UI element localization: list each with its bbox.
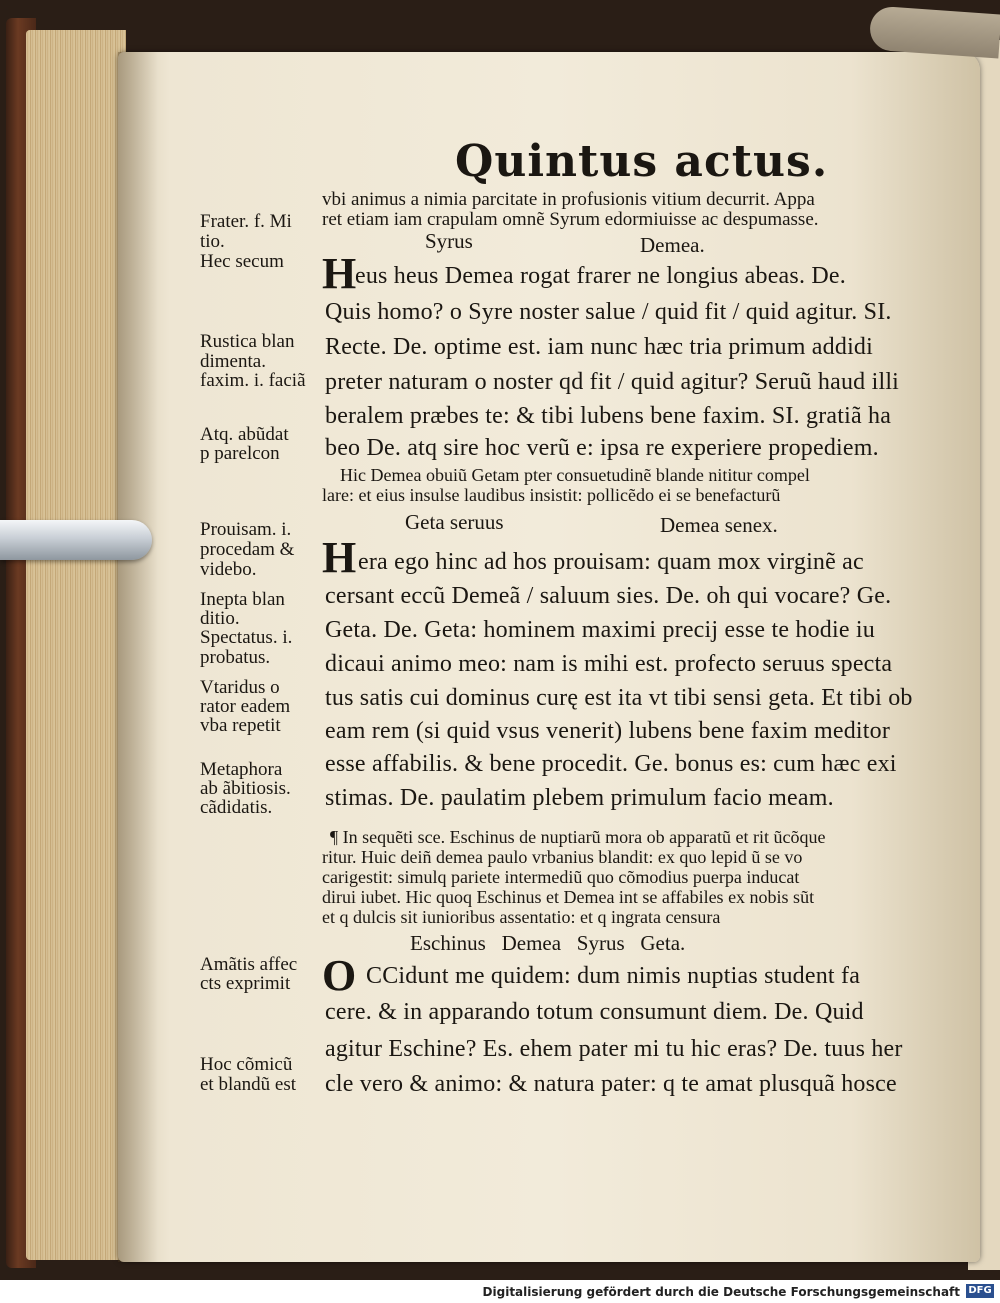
scene2-line-3: Geta. De. Geta: hominem maximi precij esse te hodie iu xyxy=(325,617,875,643)
scene2-line-8: stimas. De. paulatim plebem primulum facio meam. xyxy=(325,785,834,811)
argument2-line-5: et q dulcis sit iunioribus assentatio: et q ingrata censura xyxy=(322,907,721,927)
margin-note: Metaphora xyxy=(200,759,283,780)
scene3-line-3: agitur Eschine? Es. ehem pater mi tu hic eras? De. tuus her xyxy=(325,1036,903,1062)
scene3-line-1: CCidunt me quidem: dum nimis nuptias student fa xyxy=(366,963,861,989)
scene3-line-4: cle vero & animo: & natura pater: q te amat plusquã hosce xyxy=(325,1071,897,1097)
margin-note: cãdidatis. xyxy=(200,797,273,818)
margin-note: p parelcon xyxy=(200,443,280,464)
scene2-line-2: cersant eccũ Demeã / saluum sies. De. oh qui vocare? Ge. xyxy=(325,583,892,609)
argument1-line-1: Hic Demea obuiũ Getam pter consuetudinẽ blande nititur compel xyxy=(340,465,810,485)
argument2-line-3: carigestit: simulq pariete intermediũ quo cõmodius puerpa inducat xyxy=(322,867,800,887)
initial-capital-o: O xyxy=(322,951,357,1000)
scene1-line-6: beo De. atq sire hoc verũ e: ipsa re experiere propediem. xyxy=(325,435,879,461)
argument2-line-2: ritur. Huic deiñ demea paulo vrbanius blandit: ex quo lepid ũ se vo xyxy=(322,847,803,867)
scene2-line-4: dicaui animo meo: nam is mihi est. profecto seruus specta xyxy=(325,651,893,677)
margin-note: Amãtis affec xyxy=(200,954,298,975)
scene1-line-4: preter naturam o noster qd fit / quid agitur? Seruũ haud illi xyxy=(325,369,900,395)
argument2-line-4: dirui iubet. Hic quoq Eschinus et Demea int se affabiles ex nobis sũt xyxy=(322,887,815,907)
act-heading: Quintus actus. xyxy=(455,136,829,187)
argument1-line-2: lare: et eius insulse laudibus insistit: pollicẽdo ei se benefacturũ xyxy=(322,485,781,505)
initial-capital-h: H xyxy=(322,249,357,298)
scene2-line-1: era ego hinc ad hos prouisam: quam mox virginẽ ac xyxy=(358,549,864,575)
speakers-scene3: Eschinus Demea Syrus Geta. xyxy=(410,931,686,955)
scene1-line-3: Recte. De. optime est. iam nunc hæc tria primum addidi xyxy=(325,334,873,360)
gutter-shadow xyxy=(118,52,158,1262)
margin-note: procedam & xyxy=(200,539,295,560)
margin-note: dimenta. xyxy=(200,351,266,372)
margin-note: Vtaridus o xyxy=(200,677,280,698)
argument2-line-1: ¶ In sequẽti sce. Eschinus de nuptiarũ mora ob apparatũ et rit ũcõque xyxy=(330,827,826,847)
margin-note: ditio. xyxy=(200,608,240,629)
margin-note: rator eadem xyxy=(200,696,291,717)
initial-capital-h2: H xyxy=(322,533,357,582)
margin-note: tio. xyxy=(200,231,225,252)
margin-note: Frater. f. Mi xyxy=(200,211,292,232)
margin-note: Inepta blan xyxy=(200,589,285,610)
margin-note: ab ãbitiosis. xyxy=(200,778,291,799)
scene1-line-5: beralem præbes te: & tibi lubens bene faxim. SI. gratiã ha xyxy=(325,403,892,429)
margin-note: Spectatus. i. xyxy=(200,627,293,648)
scene2-line-5: tus satis cui dominus curę est ita vt tibi sensi geta. Et tibi ob xyxy=(325,685,913,711)
scene2-line-6: eam rem (si quid vsus venerit) lubens bene faxim meditor xyxy=(325,718,891,744)
footer-credit: Digitalisierung gefördert durch die Deutsche Forschungsgemeinschaft xyxy=(482,1285,960,1299)
intro-line-1: vbi animus a nimia parcitate in profusionis vitium decurrit. Appa xyxy=(322,189,815,210)
margin-note: Rustica blan xyxy=(200,331,295,352)
scene2-line-7: esse affabilis. & bene procedit. Ge. bonus es: cum hæc exi xyxy=(325,751,897,777)
intro-line-2: ret etiam iam crapulam omnẽ Syrum edormiuisse ac despumasse. xyxy=(322,209,819,230)
margin-note: cts exprimit xyxy=(200,973,291,994)
scene1-line-2: Quis homo? o Syre noster salue / quid fit / quid agitur. SI. xyxy=(325,299,892,325)
scene1-line-1: eus heus Demea rogat frarer ne longius abeas. De. xyxy=(355,263,846,289)
margin-note: probatus. xyxy=(200,647,271,668)
margin-note: Atq. abũdat xyxy=(200,424,289,445)
speaker-demea: Demea. xyxy=(640,233,705,257)
weight-strap xyxy=(869,6,1000,59)
margin-note: vba repetit xyxy=(200,715,281,736)
scene3-line-2: cere. & in apparando totum consumunt diem. De. Quid xyxy=(325,999,864,1025)
margin-note: Hec secum xyxy=(200,251,284,272)
footer-bar xyxy=(0,1280,1000,1303)
speaker-demea-senex: Demea senex. xyxy=(660,513,778,537)
margin-note: videbo. xyxy=(200,559,257,580)
speaker-geta: Geta seruus xyxy=(405,510,504,534)
speaker-syrus: Syrus xyxy=(425,229,473,253)
page-edges xyxy=(26,30,126,1260)
dfg-logo: DFG xyxy=(966,1284,994,1298)
margin-note: et blandũ est xyxy=(200,1074,297,1095)
margin-note: faxim. i. faciã xyxy=(200,370,306,391)
page-holder-rod xyxy=(0,520,152,560)
margin-note: Prouisam. i. xyxy=(200,519,292,540)
margin-note: Hoc cõmicũ xyxy=(200,1054,293,1075)
